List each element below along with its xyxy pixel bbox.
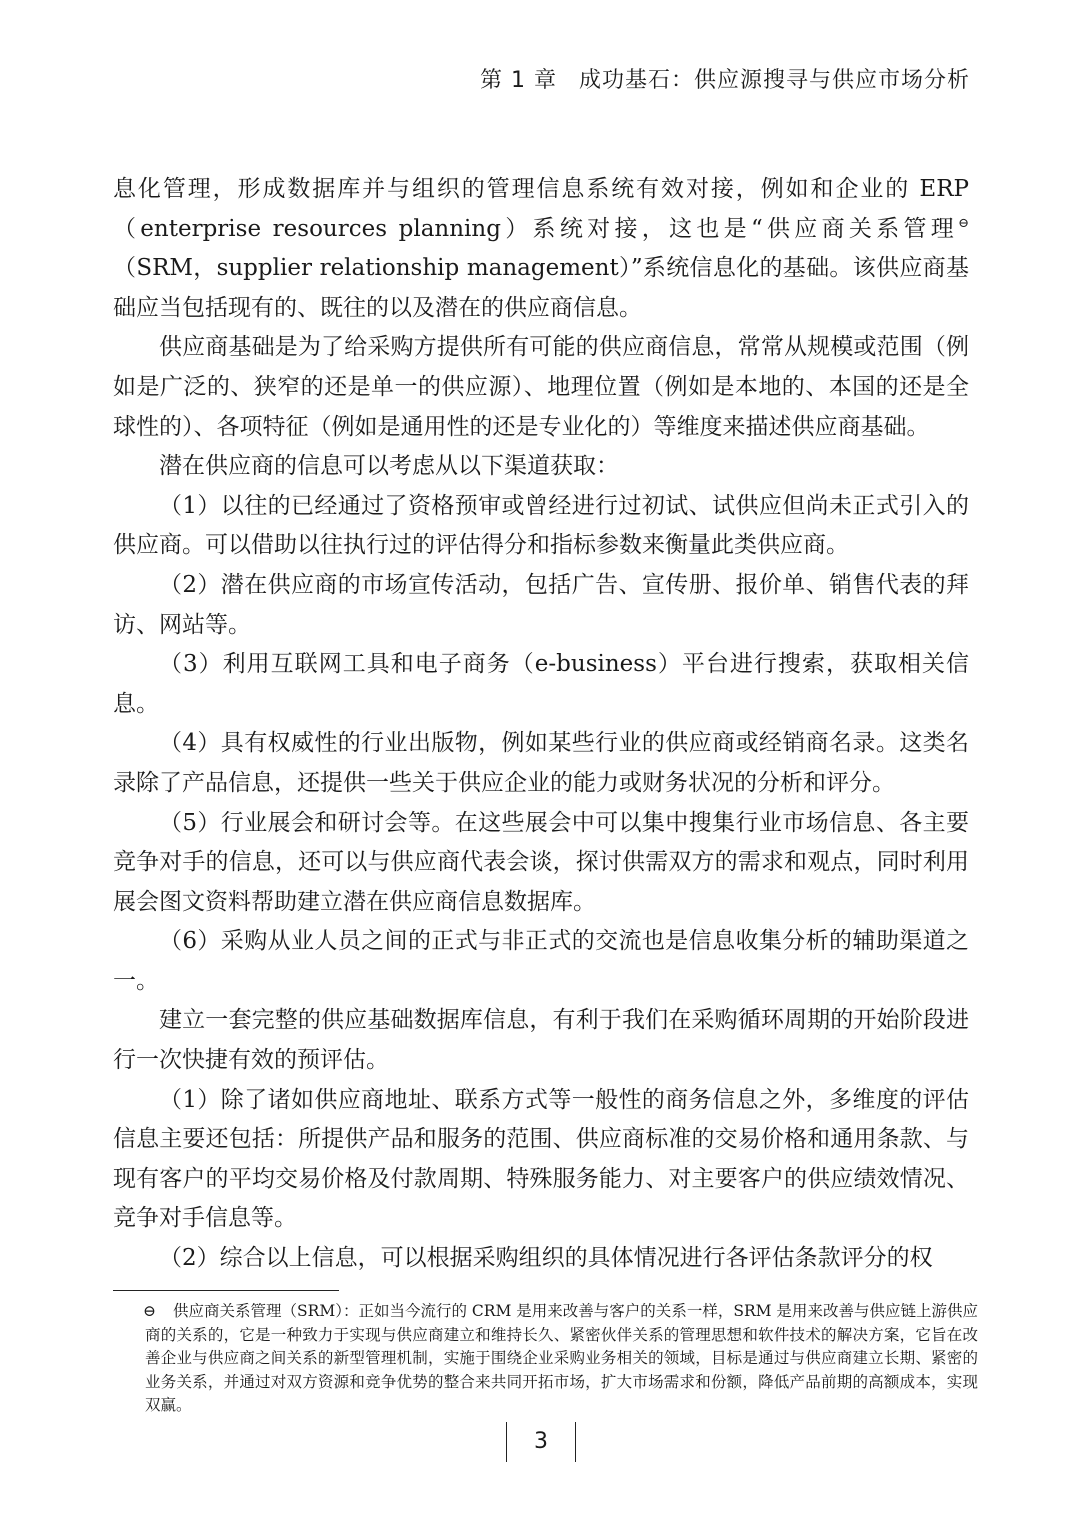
list-item: （4）具有权威性的行业出版物，例如某些行业的供应商或经销商名录。这类名录除了产品信息，还提供一些关于供应企业的能力或财务状况的分析和评分。: [113, 730, 969, 796]
paragraph-continued: 息化管理，形成数据库并与组织的管理信息系统有效对接，例如和企业的 ERP（enterprise resources planning）系统对接，这也是“供应商关系管理⊖（SRM，supplier relationship management）”系统信息化的基础。该供应商基础应当包括现有的、既往的以及潜在的供应商信息。: [113, 176, 969, 321]
list-item: （3）利用互联网工具和电子商务（e-business）平台进行搜索，获取相关信息。: [113, 651, 969, 717]
list-item: （2）综合以上信息，可以根据采购组织的具体情况进行各评估条款评分的权: [159, 1245, 933, 1272]
chapter-number: 第 1 章: [480, 68, 557, 93]
footnote: [145, 1300, 978, 1418]
list-item: （5）行业展会和研讨会等。在这些展会中可以集中搜集行业市场信息、各主要竞争对手的信息，还可以与供应商代表会谈，探讨供需双方的需求和观点，同时利用展会图文资料帮助建立潜在供应商信息数据库。: [113, 809, 969, 915]
footnote-marker: ⊖: [143, 1302, 156, 1320]
footnote-text: 供应商关系管理（SRM）：正如当今流行的 CRM 是用来改善与客户的关系一样，SRM 是用来改善与供应链上游供应商的关系的，它是一种致力于实现与供应商建立和维持长久、紧密伙伴关系的管理思想和软件技术的解决方案，它旨在改善企业与供应商之间关系的新型管理机制，实施于围绕企业采购业务相关的领域，目标是通过与供应商建立长期、紧密的业务关系，并通过对双方资源和竞争优势的整合来共同开拓市场，扩大市场需求和份额，降低产品前期的高额成本，实现双赢。: [145, 1302, 978, 1415]
footnote-divider: [113, 1290, 339, 1291]
footnote-reference[interactable]: ⊖: [958, 215, 969, 231]
running-header: [480, 66, 980, 96]
page-number: 3: [506, 1422, 576, 1462]
body-text: [113, 170, 969, 1279]
paragraph: 供应商基础是为了给采购方提供所有可能的供应商信息，常常从规模或范围（例如是广泛的、狭窄的还是单一的供应源）、地理位置（例如是本地的、本国的还是全球性的）、各项特征（例如是通用性的还是专业化的）等维度来描述供应商基础。: [113, 334, 969, 440]
paragraph: 潜在供应商的信息可以考虑从以下渠道获取：: [159, 453, 619, 480]
list-item: （1）除了诸如供应商地址、联系方式等一般性的商务信息之外，多维度的评估信息主要还包括：所提供产品和服务的范围、供应商标准的交易价格和通用条款、与现有客户的平均交易价格及付款周期、特殊服务能力、对主要客户的供应绩效情况、竞争对手信息等。: [113, 1086, 969, 1232]
chapter-title: 成功基石：供应源搜寻与供应市场分析: [578, 68, 970, 93]
paragraph: 建立一套完整的供应基础数据库信息，有利于我们在采购循环周期的开始阶段进行一次快捷有效的预评估。: [113, 1007, 969, 1074]
list-item: （6）采购从业人员之间的正式与非正式的交流也是信息收集分析的辅助渠道之一。: [113, 928, 969, 994]
list-item: （1）以往的已经通过了资格预审或曾经进行过初试、试供应但尚未正式引入的供应商。可以借助以往执行过的评估得分和指标参数来衡量此类供应商。: [113, 492, 969, 559]
list-item: （2）潜在供应商的市场宣传活动，包括广告、宣传册、报价单、销售代表的拜访、网站等。: [113, 571, 969, 638]
